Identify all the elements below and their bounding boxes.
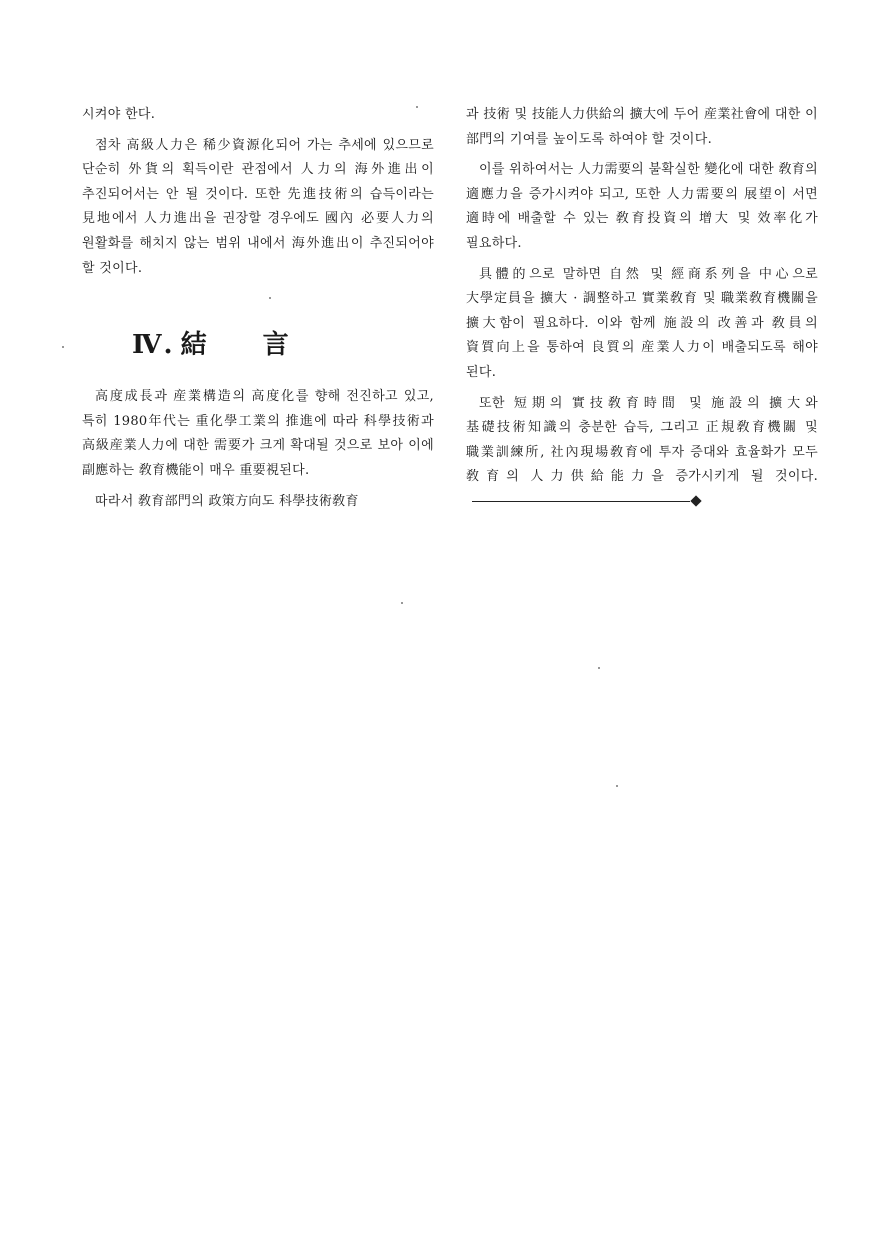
section-title-word-1: 結: [180, 330, 209, 361]
paragraph-short-term-training: [466, 392, 818, 515]
scan-speck: [401, 602, 403, 604]
end-rule: [472, 501, 690, 502]
paragraph-continuation: 시켜야 한다.: [82, 107, 156, 122]
section-title-word-2: 言: [262, 330, 291, 361]
scan-speck: [269, 297, 271, 299]
scan-speck: [616, 785, 618, 787]
paragraph-high-growth: 高度成長과 産業構造의 高度化를 향해 전진하고 있고, 특히 1980年代는 重化學工業의 推進에 따라 科學技術과 高級産業人力에 대한 需要가 크게 확대될 것으로 보아 이에 副應하는 敎育機能이 매우 重要視된다.: [82, 389, 434, 478]
scan-speck: [416, 106, 418, 108]
paragraph-technical-supply: 과 技術 및 技能人力供給의 擴大에 두어 産業社會에 대한 이 部門의 기여를 높이도록 하여야 할 것이다.: [466, 107, 818, 147]
section-heading: [82, 325, 434, 365]
right-column: [466, 103, 818, 521]
section-number: Ⅳ.: [132, 330, 175, 361]
end-diamond-icon: [690, 496, 701, 507]
scan-speck: [598, 667, 600, 669]
paragraph-overseas-expansion: 점차 高級人力은 稀少資源化되어 가는 추세에 있으므로 단순히 外貨의 획득이란 관점에서 人力의 海外進出이 추진되어서는 안 될 것이다. 또한 先進技術의 습득이라는 見地에서 人力進出을 권장할 경우에도 國內 必要人力의 원활화를 해치지 않는 범위 내에서 海外進出이 추진되어야 할 것이다.: [82, 137, 434, 276]
paragraph-education-policy: 따라서 敎育部門의 政策方向도 科學技術敎育: [95, 493, 359, 509]
scan-speck: [62, 346, 64, 348]
left-column: [82, 103, 434, 520]
paragraph-short-term-training-text: 또한 短期의 實技敎育時間 및 施設의 擴大와 基礎技術知識의 충분한 습득, 그리고 正規敎育機關 및 職業訓練所, 社內現場敎育에 투자 증대와 효율화가 모두 敎育의 人力供給能力을 증가시키게 될 것이다.: [466, 395, 818, 485]
paragraph-adaptability: 이를 위하여서는 人力需要의 불확실한 變化에 대한 敎育의 適應力을 증가시켜야 되고, 또한 人力需要의 展望이 서면 適時에 배출할 수 있는 敎育投資의 增大 및 效率化가 필요하다.: [466, 162, 818, 251]
paragraph-concrete-measures: 具體的으로 말하면 自然 및 經商系列을 中心으로 大學定員을 擴大 · 調整하고 實業敎育 및 職業敎育機關을 擴大함이 필요하다. 이와 함께 施設의 改善과 敎員의 資質向上을 통하여 良質의 産業人力이 배출되도록 해야 된다.: [466, 266, 818, 380]
